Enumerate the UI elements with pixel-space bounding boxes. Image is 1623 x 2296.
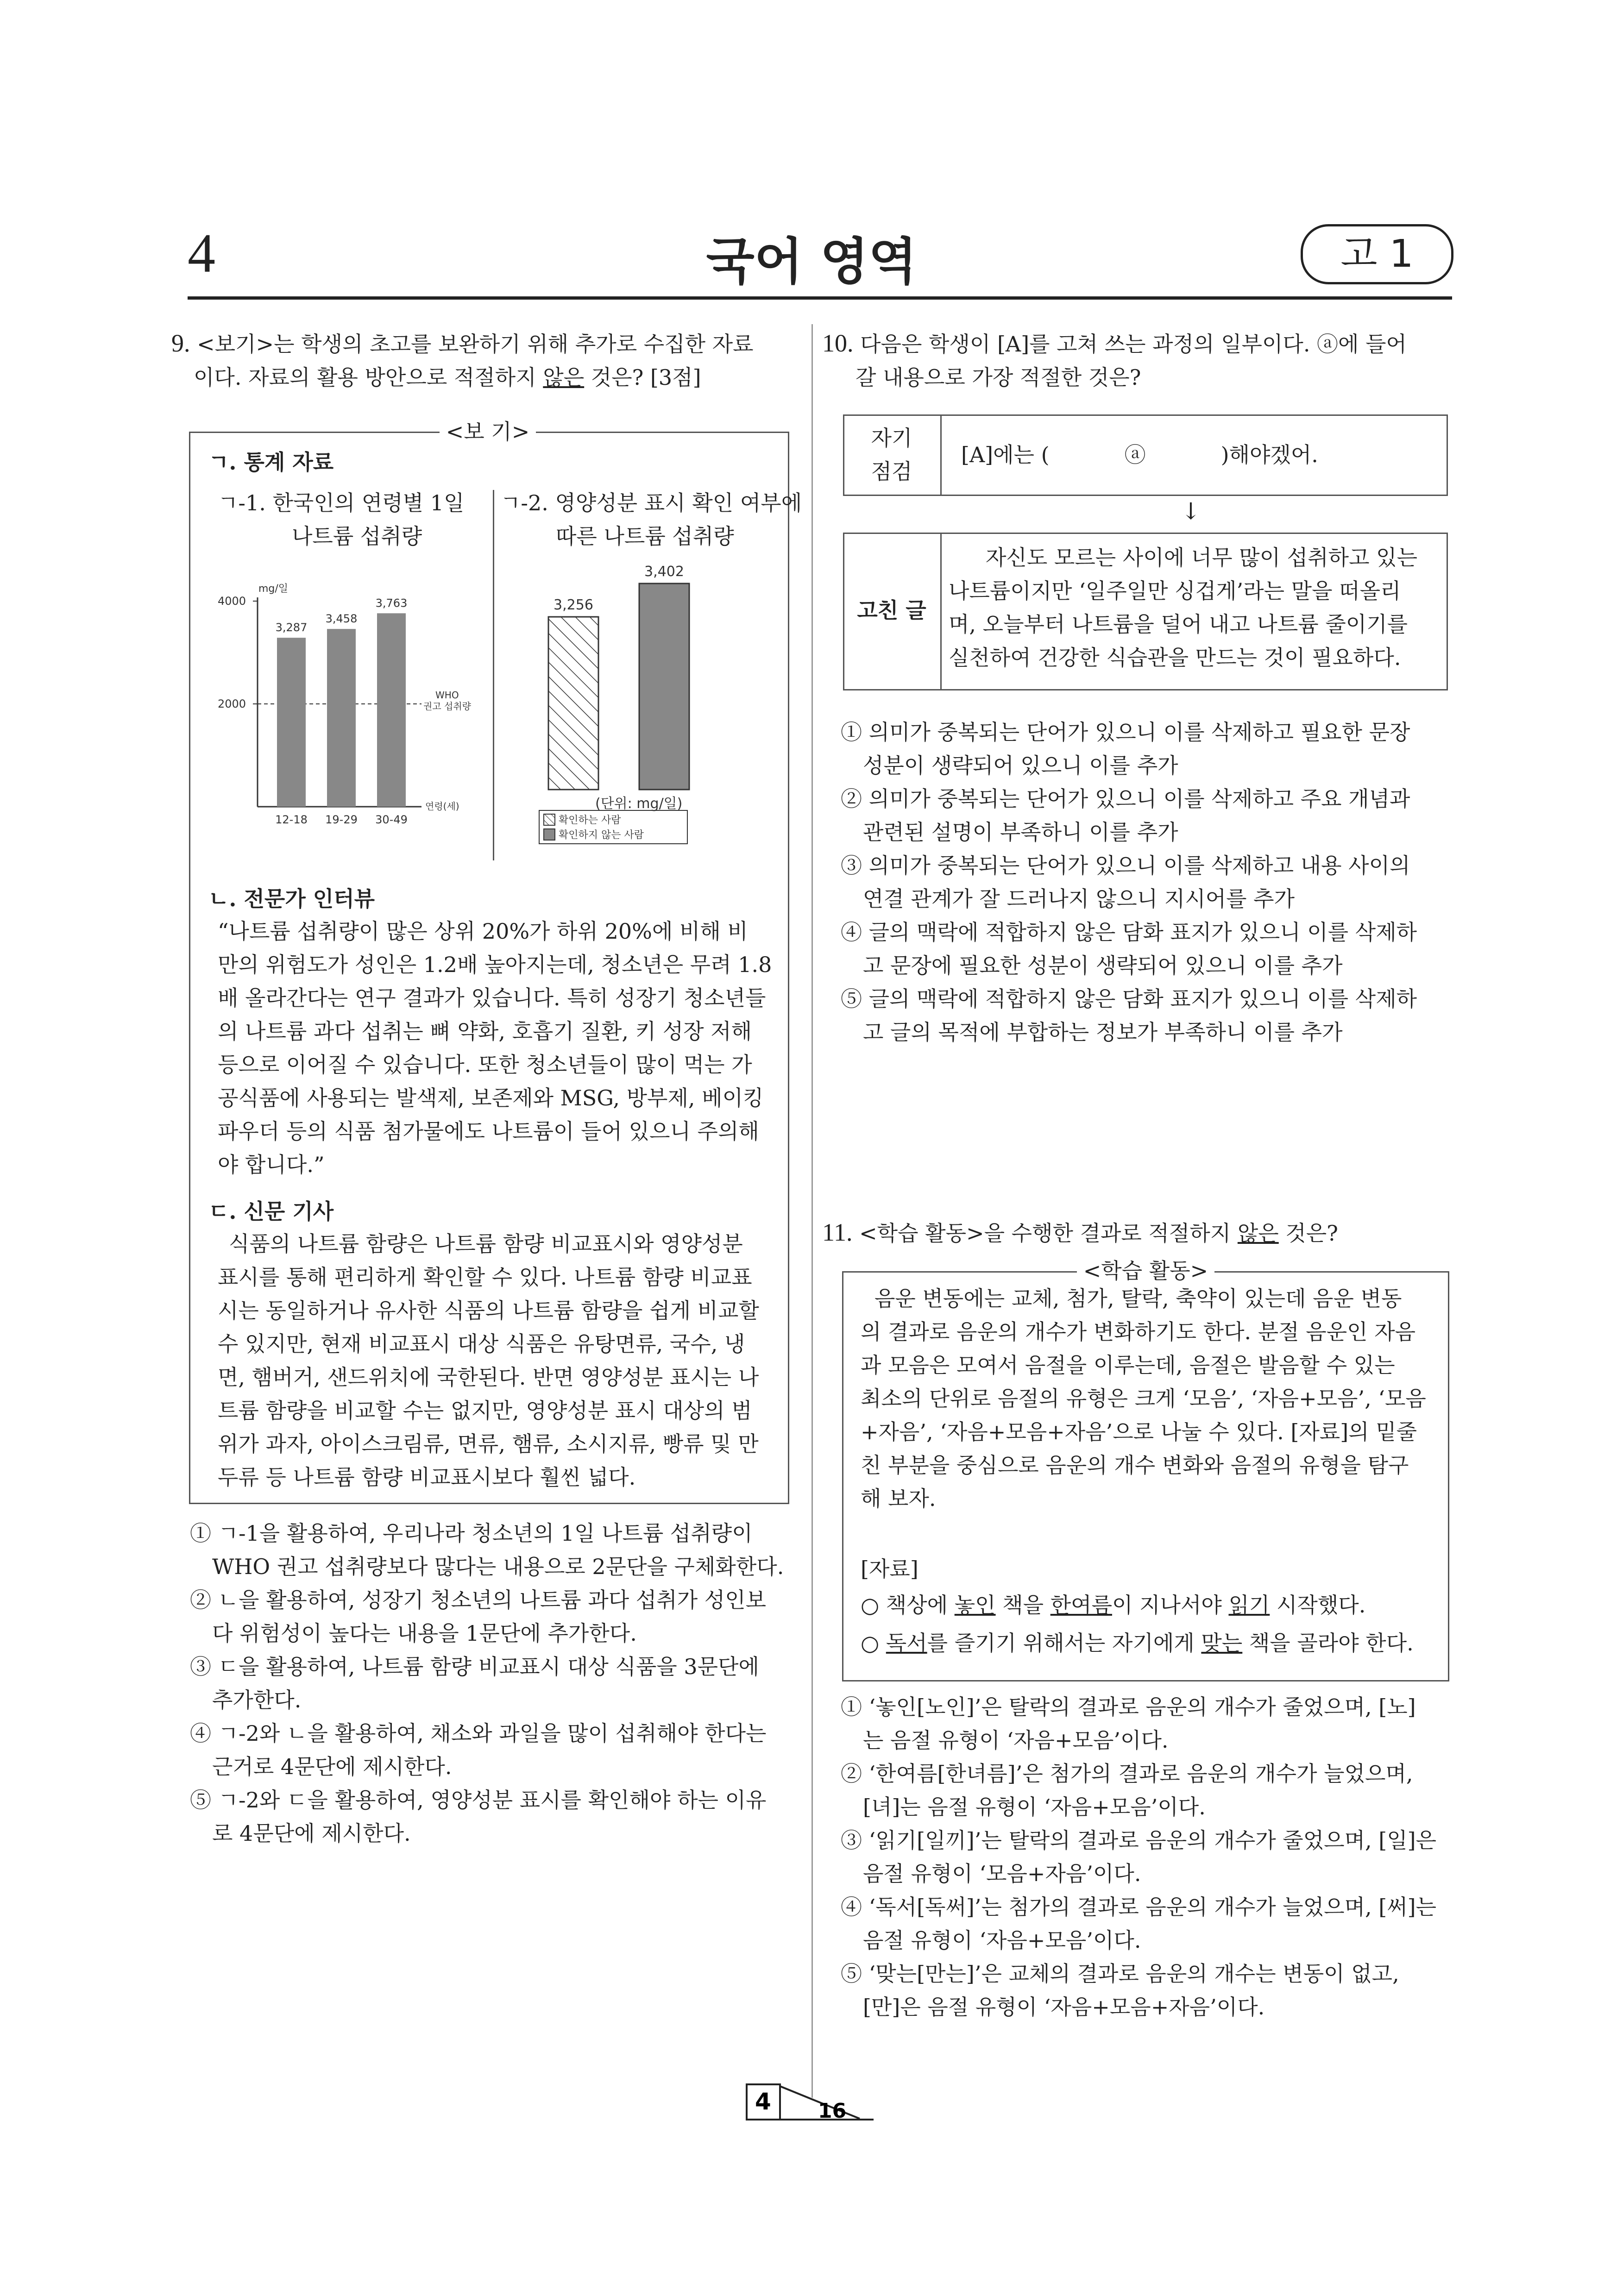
option-5[interactable]: ⑤ 글의 맥락에 적합하지 않은 담화 표지가 있으니 이를 삭제하 고 글의 목적에 부합하는 정보가 부족하니 이를 추가: [841, 986, 1417, 1045]
chart2-bar: [639, 583, 689, 790]
news-text: [218, 1227, 778, 1494]
option-5[interactable]: ⑤ ‘맞는[만는]’은 교체의 결과로 음운의 개수는 변동이 없고, [만]은 음절 유형이 ‘자음+모음+자음’이다.: [841, 1961, 1399, 2020]
option-3[interactable]: ③ 의미가 중복되는 단어가 있으니 이를 삭제하고 내용 사이의 연결 관계가 잘 드러나지 않으니 지시어를 추가: [841, 853, 1410, 911]
question-9-stem-line2: 이다. 자료의 활용 방안으로 적절하지: [194, 365, 543, 390]
grade-badge: 고 1: [1301, 224, 1453, 284]
data-sentence-2: ○ 독서를 즐기기 위해서는 자기에게 맞는 책을 골라야 한다.: [861, 1631, 1414, 1656]
chart1-title-line2: 나트륨 섭취량: [292, 524, 422, 549]
chart1-who-label: WHO: [435, 690, 459, 701]
underlined-word: 놓인: [954, 1593, 996, 1618]
chart2-title-line1: ㄱ-2. 영양성분 표시 확인 여부에: [500, 490, 802, 515]
self-check-label: 자기 점검: [871, 426, 912, 484]
chart2-title: [500, 486, 802, 553]
chart1-data-label: 3,458: [325, 612, 358, 626]
chart2-bar: [548, 617, 598, 790]
option-5[interactable]: ⑤ ㄱ-2와 ㄷ을 활용하여, 영양성분 표시를 확인해야 하는 이유 로 4문단에 제시한다.: [190, 1788, 767, 1846]
data-sentence-1: ○ 책상에 놓인 책을 한여름이 지나서야 읽기 시작했다.: [861, 1593, 1366, 1618]
chart1-category-label: 19-29: [325, 813, 358, 824]
self-check-text: [A]에는 ( ⓐ )해야겠어.: [961, 438, 1424, 471]
chart1-svg: [199, 574, 496, 824]
option-1[interactable]: ① ㄱ-1을 활용하여, 우리나라 청소년의 1일 나트륨 섭취량이 WHO 권고 섭취량보다 많다는 내용으로 2문단을 구체화한다.: [190, 1521, 784, 1579]
news-heading: ㄷ. 신문 기사: [208, 1199, 334, 1224]
option-2[interactable]: ② 의미가 중복되는 단어가 있으니 이를 삭제하고 주요 개념과 관련된 설명이 부족하니 이를 추가: [841, 786, 1410, 845]
question-10-stem-line2: 갈 내용으로 가장 적절한 것은?: [856, 365, 1141, 390]
learning-activity-text: 음운 변동에는 교체, 첨가, 탈락, 축약이 있는데 음운 변동 의 결과로 음운의 개수가 변화하기도 한다. 분절 음운인 자음 과 모음은 모여서 음절을 이루는데, 음절은 발음할 수 있는 최소의 단위로 음절의 유형은 크게 ‘모음’, ‘자음+모음’, ‘모음 +자음’, ‘자음+모음+자음’으로 나눌 수 있다. [자료]의 밑줄 친 부분을 중심으로 음운의 개수 변화와 음절의 유형을 탐구 해 보자.: [861, 1286, 1426, 1511]
legend-label-checks: 확인하는 사람: [559, 815, 621, 826]
chart1-category-label: 12-18: [275, 813, 308, 824]
chart2-data-label: 3,256: [554, 597, 593, 614]
news-line: 트륨 함량을 비교할 수는 없지만, 영양성분 표시 대상의 범: [218, 1398, 752, 1423]
news-line: 위가 과자, 아이스크림류, 면류, 햄류, 소시지류, 빵류 및 만: [218, 1431, 759, 1456]
page-number: 4: [188, 222, 215, 284]
option-4[interactable]: ④ ‘독서[독써]’는 첨가의 결과로 음운의 개수가 늘었으며, [써]는 음절 유형이 ‘자음+모음’이다.: [841, 1895, 1437, 1953]
chart1-title: [218, 486, 486, 553]
interview-line: 배 올라간다는 연구 결과가 있습니다. 특히 성장기 청소년들: [218, 985, 766, 1010]
underlined-word: 한여름: [1050, 1593, 1113, 1618]
question-10-options: [841, 715, 1457, 1049]
interview-line: 등으로 이어질 수 있습니다. 또한 청소년들이 많이 먹는 가: [218, 1052, 752, 1077]
question-11-stem: 11. <학습 활동>을 수행한 결과로 적절하지 않은 것은?: [822, 1218, 1338, 1246]
question-9-underlined: 않은: [543, 365, 585, 390]
question-10-stem-line1: 다음은 학생이 [A]를 고쳐 쓰는 과정의 일부이다. ⓐ에 들어: [860, 332, 1407, 357]
option-2[interactable]: ② ㄴ을 활용하여, 성장기 청소년의 나트륨 과다 섭취가 성인보 다 위험성이 높다는 내용을 1문단에 추가한다.: [190, 1587, 767, 1646]
page-title: 국어 영역: [706, 233, 917, 291]
news-line: 시는 동일하거나 유사한 식품의 나트륨 함량을 쉽게 비교할: [218, 1298, 759, 1323]
interview-text: [218, 915, 778, 1181]
page-total: 16: [818, 2099, 847, 2123]
option-3[interactable]: ③ ㄷ을 활용하여, 나트륨 함량 비교표시 대상 식품을 3문단에 추가한다.: [190, 1654, 759, 1713]
news-line: 면, 햄버거, 샌드위치에 국한된다. 반면 영양성분 표시는 나: [218, 1365, 759, 1390]
legend-swatch-checks: [544, 814, 555, 825]
interview-line: 의 나트륨 과다 섭취는 뼈 약화, 호흡기 질환, 키 성장 저해: [218, 1019, 752, 1044]
option-1[interactable]: ① 의미가 중복되는 단어가 있으니 이를 삭제하고 필요한 문장 성분이 생략되어 있으니 이를 추가: [841, 720, 1410, 778]
stat-data-heading: ㄱ. 통계 자료: [208, 450, 334, 475]
option-4[interactable]: ④ ㄱ-2와 ㄴ을 활용하여, 채소와 과일을 많이 섭취해야 한다는 근거로 4문단에 제시한다.: [190, 1721, 767, 1779]
option-3[interactable]: ③ ‘읽기[일끼]’는 탈락의 결과로 음운의 개수가 줄었으며, [일]은 음절 유형이 ‘모음+자음’이다.: [841, 1828, 1437, 1886]
chart1-category-label: 30-49: [375, 813, 408, 824]
option-1[interactable]: ① ‘놓인[노인]’은 탈락의 결과로 음운의 개수가 줄었으며, [노] 는 음절 유형이 ‘자음+모음’이다.: [841, 1694, 1416, 1753]
interview-line: 야 합니다.”: [218, 1152, 325, 1177]
question-10-stem: [822, 326, 1452, 394]
down-arrow-icon: ↓: [1181, 498, 1201, 525]
chart1-who-label-2: 권고 섭취량: [423, 701, 471, 712]
news-line: 두류 등 나트륨 함량 비교표시보다 훨씬 넓다.: [218, 1465, 636, 1490]
chart1-bar: [377, 613, 406, 807]
legend-label-not-checks: 확인하지 않는 사람: [559, 829, 644, 841]
learning-activity-title: <학습 활동>: [1077, 1258, 1214, 1283]
interview-heading: ㄴ. 전문가 인터뷰: [208, 886, 375, 911]
underlined-word: 읽기: [1228, 1593, 1270, 1618]
question-9-stem-line1: <보기>는 학생의 초고를 보완하기 위해 추가로 수집한 자료: [197, 332, 754, 357]
news-line: 표시를 통해 편리하게 확인할 수 있다. 나트륨 함량 비교표: [218, 1265, 752, 1290]
interview-line: 파우더 등의 식품 첨가물에도 나트륨이 들어 있으니 주의해: [218, 1119, 759, 1144]
blank-a: ⓐ: [1124, 442, 1146, 467]
chart2-data-label: 3,402: [644, 564, 684, 580]
chart1-ytick-4000: 4000: [218, 595, 246, 608]
header-rule: [188, 296, 1452, 300]
page-current: 4: [755, 2088, 771, 2115]
chart1-bar: [327, 629, 356, 807]
option-4[interactable]: ④ 글의 맥락에 적합하지 않은 담화 표지가 있으니 이를 삭제하 고 문장에 필요한 성분이 생략되어 있으니 이를 추가: [841, 920, 1417, 978]
question-9-options: [190, 1517, 801, 1850]
chart2-title-line2: 따른 나트륨 섭취량: [556, 524, 734, 549]
chart2-unit-note: (단위: mg/일): [595, 796, 683, 812]
news-line: 수 있지만, 현재 비교표시 대상 식품은 유탕면류, 국수, 냉: [218, 1331, 745, 1356]
revised-text: 자신도 모르는 사이에 너무 많이 섭취하고 있는 나트륨이지만 ‘일주일만 싱겁게’라는 말을 떠올리 며, 오늘부터 나트륨을 덜어 내고 나트륨 줄이기를 실천하여 건강한 식습관을 만드는 것이 필요하다.: [949, 545, 1418, 670]
bogi-box-title: <보 기>: [440, 419, 536, 444]
interview-line: 공식품에 사용되는 발색제, 보존제와 MSG, 방부제, 베이킹: [218, 1085, 764, 1110]
interview-line: “나트륨 섭취량이 많은 상위 20%가 하위 20%에 비해 비: [218, 919, 748, 944]
data-label: [자료]: [861, 1556, 918, 1581]
question-9-number: 9.: [171, 329, 190, 357]
column-divider: [812, 324, 813, 2098]
question-11-underlined: 않은: [1237, 1221, 1279, 1246]
chart2-svg: [528, 556, 778, 861]
legend-swatch-not-checks: [544, 829, 555, 840]
interview-line: 만의 위험도가 성인은 1.2배 높아지는데, 청소년은 무려 1.8: [218, 952, 772, 977]
question-11-options: [841, 1690, 1457, 2024]
page-indicator: [744, 2082, 883, 2123]
question-11-number: 11.: [822, 1218, 853, 1246]
news-line: 식품의 나트륨 함량은 나트륨 함량 비교표시와 영양성분: [229, 1231, 743, 1256]
chart1-data-label: 3,763: [375, 596, 408, 610]
question-10-number: 10.: [822, 329, 854, 357]
revised-text-label: 고친 글: [857, 598, 926, 623]
chart1-bar: [277, 638, 306, 807]
chart1-ytick-2000: 2000: [218, 697, 246, 710]
chart1-title-line1: ㄱ-1. 한국인의 연령별 1일: [218, 490, 465, 515]
underlined-word: 독서: [886, 1631, 927, 1656]
chart1-data-label: 3,287: [275, 621, 308, 634]
underlined-word: 맞는: [1201, 1631, 1243, 1656]
question-9-points: 것은? [3점]: [584, 365, 701, 390]
chart1-xlabel: 연령(세): [425, 801, 459, 812]
question-9-stem: [171, 326, 792, 394]
option-2[interactable]: ② ‘한여름[한녀름]’은 첨가의 결과로 음운의 개수가 늘었으며, [녀]는 음절 유형이 ‘자음+모음’이다.: [841, 1761, 1413, 1819]
chart1-yunit: mg/일: [258, 583, 289, 595]
